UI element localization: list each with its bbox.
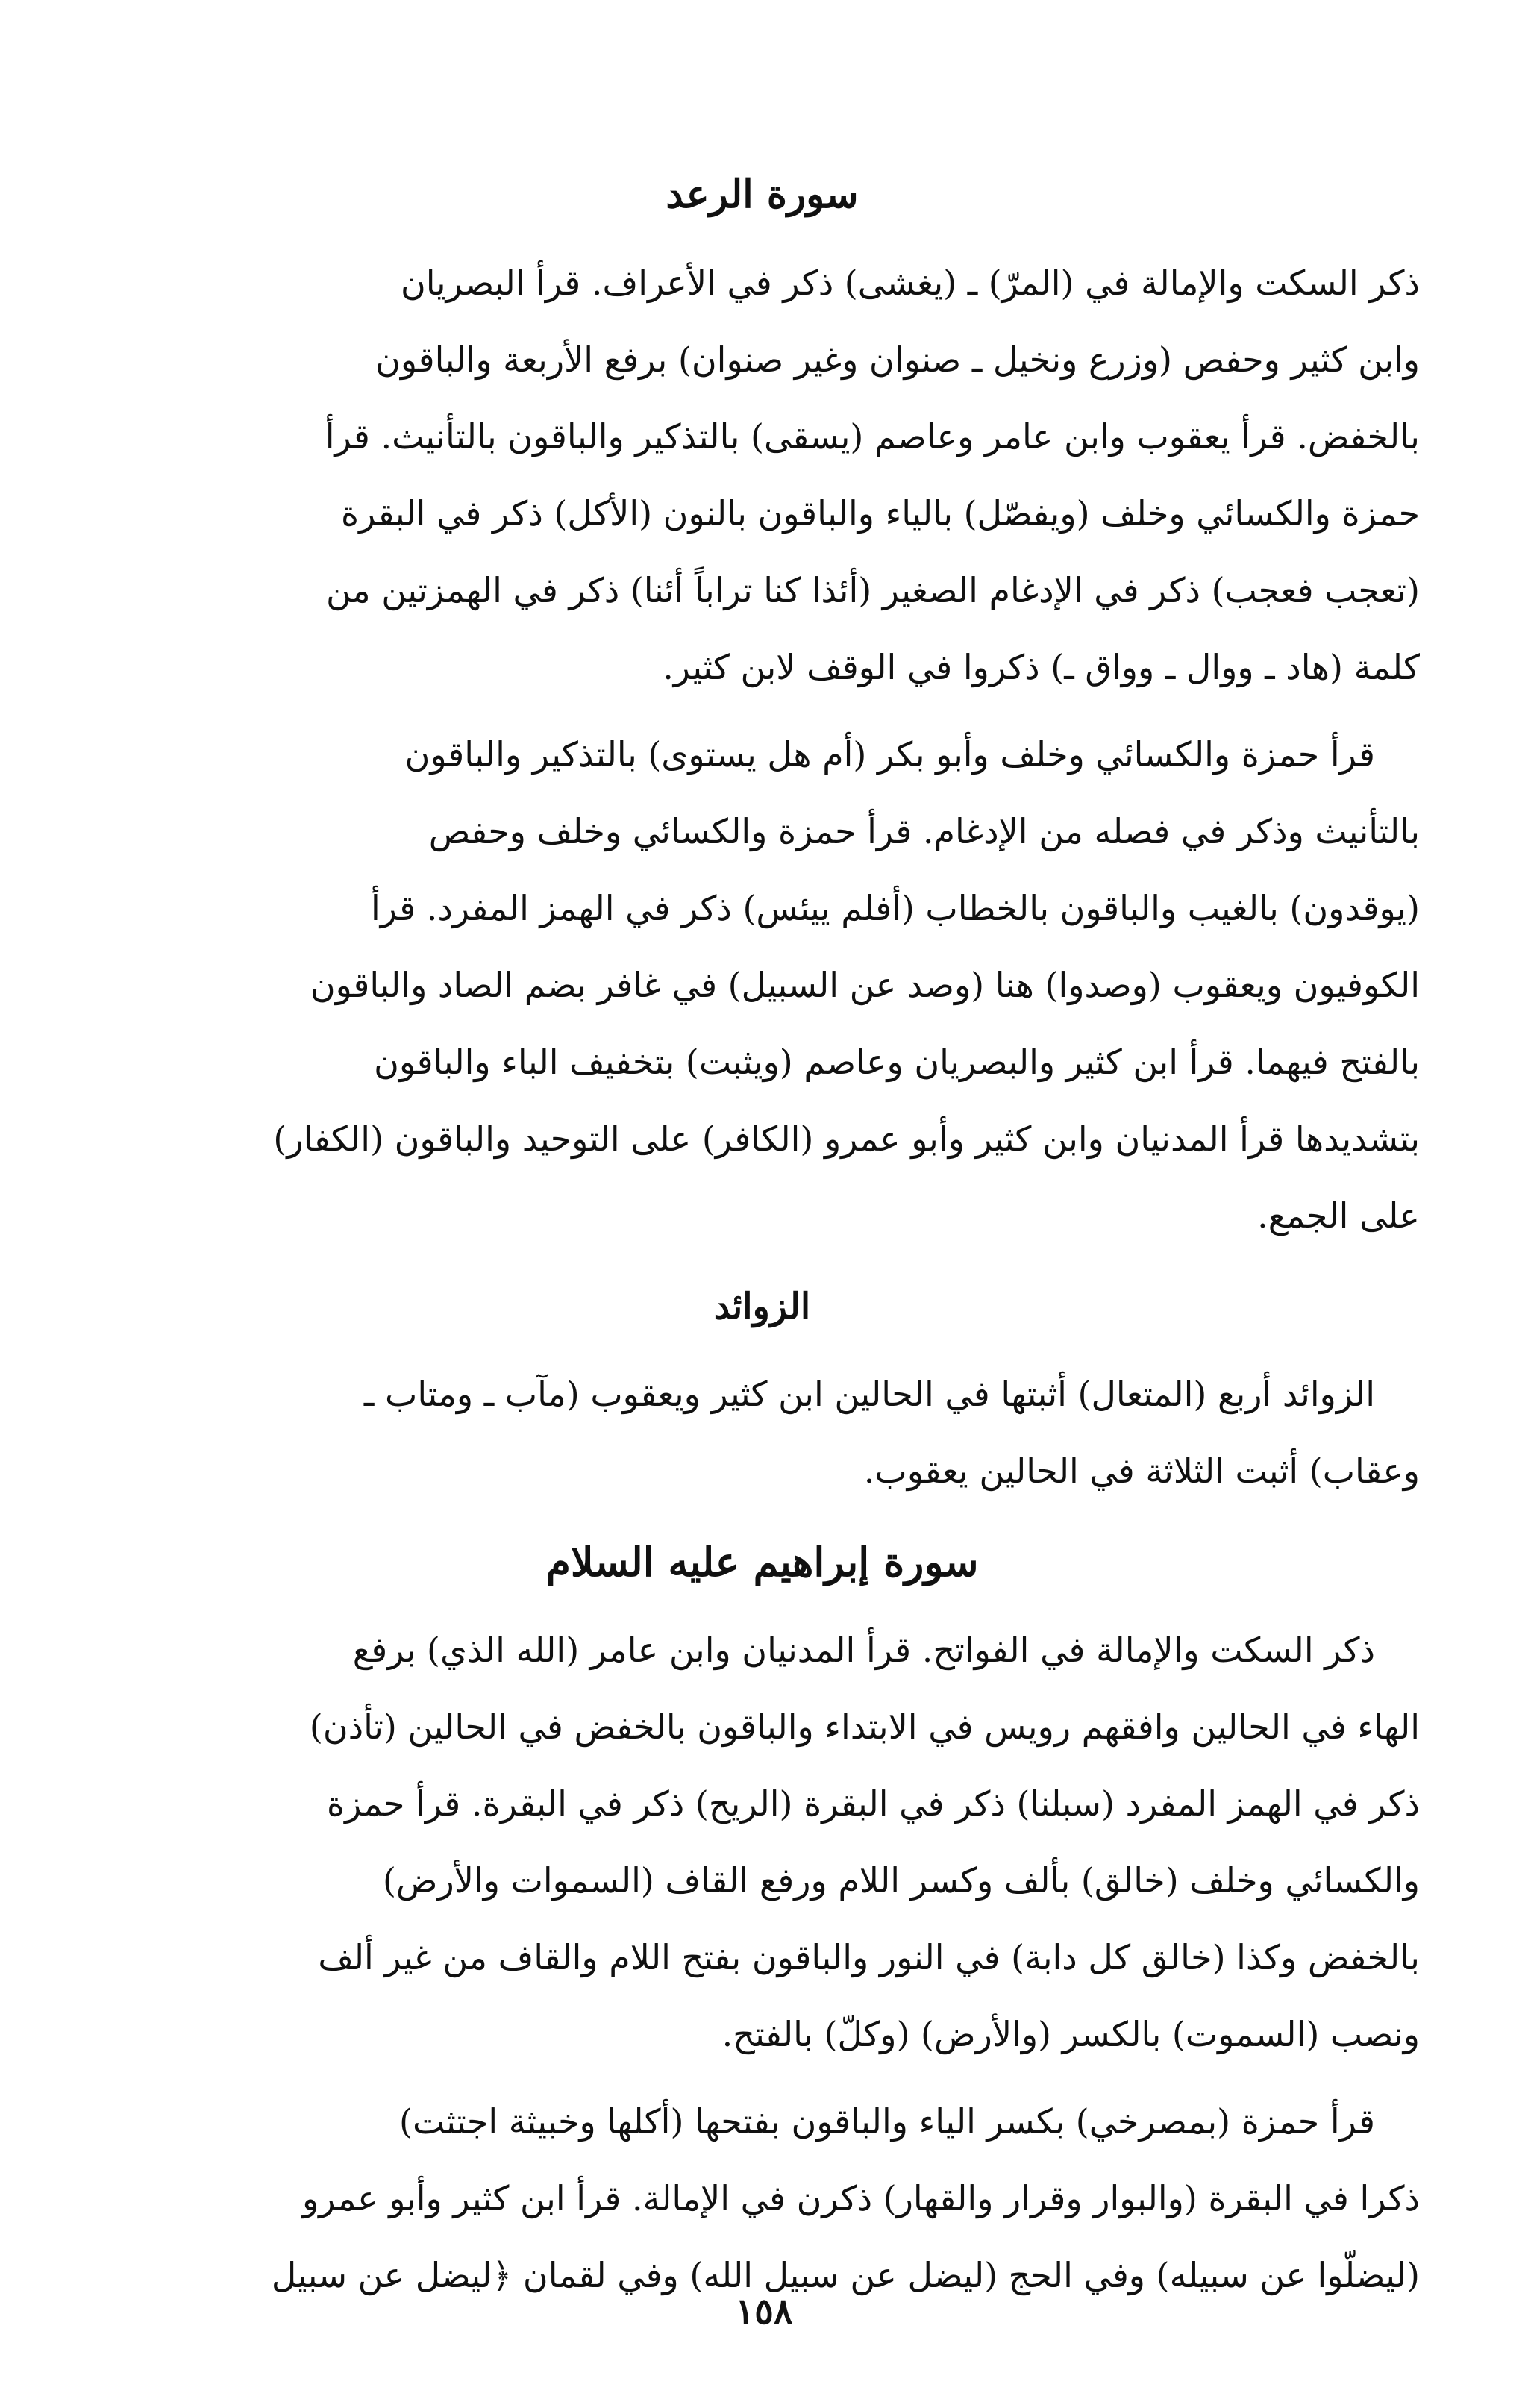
text-line: ذكرا في البقرة (والبوار وقرار والقهار) ذكرن في الإمالة. قرأ ابن كثير وأبو عمرو xyxy=(301,2177,1420,2218)
text-line: قرأ حمزة (بمصرخي) بكسر الياء والباقون بفتحها (أكلها وخبيثة اجتثت) xyxy=(399,2101,1375,2142)
surah-ibrahim-title: سورة إبراهيم عليه السلام xyxy=(545,1537,979,1586)
text-line: بالتأنيث وذكر في فصله من الإدغام. قرأ حمزة والكسائي وخلف وحفص xyxy=(428,811,1420,852)
text-line: (ليضلّوا عن سبيله) وفي الحج (ليضل عن سبيل الله) وفي لقمان ﴿ليضل عن سبيل xyxy=(271,2254,1420,2295)
text-line: حمزة والكسائي وخلف (ويفصّل) بالياء والباقون بالنون (الأكل) ذكر في البقرة xyxy=(341,493,1420,534)
text-line: الهاء في الحالين وافقهم رويس في الابتداء والباقون بالخفض في الحالين (تأذن) xyxy=(309,1706,1420,1747)
text-line: وابن كثير وحفص (وزرع ونخيل ـ صنوان وغير صنوان) برفع الأربعة والباقون xyxy=(375,340,1420,381)
text-line: ذكر السكت والإمالة في الفواتح. قرأ المدنيان وابن عامر (الله الذي) برفع xyxy=(352,1629,1375,1670)
zawaid-title: الزوائد xyxy=(713,1286,811,1328)
text-line: والكسائي وخلف (خالق) بألف وكسر اللام ورفع القاف (السموات والأرض) xyxy=(382,1860,1420,1901)
text-line: ذكر السكت والإمالة في (المرّ) ـ (يغشى) ذكر في الأعراف. قرأ البصريان xyxy=(400,263,1420,304)
raad-paragraph-1 xyxy=(104,245,1420,706)
ibrahim-paragraph-2 xyxy=(104,2083,1420,2314)
text-line: ونصب (السموت) بالكسر (والأرض) (وكلّ) بالفتح. xyxy=(721,2013,1420,2054)
text-line: على الجمع. xyxy=(1257,1195,1420,1236)
text-line: كلمة (هاد ـ ووال ـ وواق ـ) ذكروا في الوقف لابن كثير. xyxy=(663,647,1420,688)
text-line: الكوفيون ويعقوب (وصدوا) هنا (وصد عن السبيل) في غافر بضم الصاد والباقون xyxy=(310,965,1420,1006)
text-line: (تعجب فعجب) ذكر في الإدغام الصغير (أئذا كنا تراباً أئنا) ذكر في الهمزتين من xyxy=(325,570,1420,611)
text-line: ذكر في الهمز المفرد (سبلنا) ذكر في البقرة (الريح) ذكر في البقرة. قرأ حمزة xyxy=(326,1783,1420,1824)
surah-raad-title: سورة الرعد xyxy=(666,172,859,217)
text-line: بالفتح فيهما. قرأ ابن كثير والبصريان وعاصم (ويثبت) بتخفيف الباء والباقون xyxy=(374,1042,1420,1083)
text-line: (يوقدون) بالغيب والباقون بالخطاب (أفلم ييئس) ذكر في الهمز المفرد. قرأ xyxy=(371,888,1420,929)
zawaid-paragraph xyxy=(104,1356,1420,1510)
text-line: الزوائد أربع (المتعال) أثبتها في الحالين ابن كثير ويعقوب (مآب ـ ومتاب ـ xyxy=(363,1373,1375,1414)
raad-paragraph-2 xyxy=(104,716,1420,1254)
text-line: بتشديدها قرأ المدنيان وابن كثير وأبو عمرو (الكافر) على التوحيد والباقون (الكفار) xyxy=(273,1119,1420,1160)
page-number: ١٥٨ xyxy=(735,2291,793,2333)
text-line: بالخفض. قرأ يعقوب وابن عامر وعاصم (يسقى) بالتذكير والباقون بالتأنيث. قرأ xyxy=(325,416,1420,457)
text-line: قرأ حمزة والكسائي وخلف وأبو بكر (أم هل يستوى) بالتذكير والباقون xyxy=(404,734,1375,775)
ibrahim-paragraph-1 xyxy=(104,1612,1420,2073)
text-line: بالخفض وكذا (خالق كل دابة) في النور والباقون بفتح اللام والقاف من غير ألف xyxy=(318,1936,1420,1977)
text-line: وعقاب) أثبت الثلاثة في الحالين يعقوب. xyxy=(863,1450,1420,1491)
